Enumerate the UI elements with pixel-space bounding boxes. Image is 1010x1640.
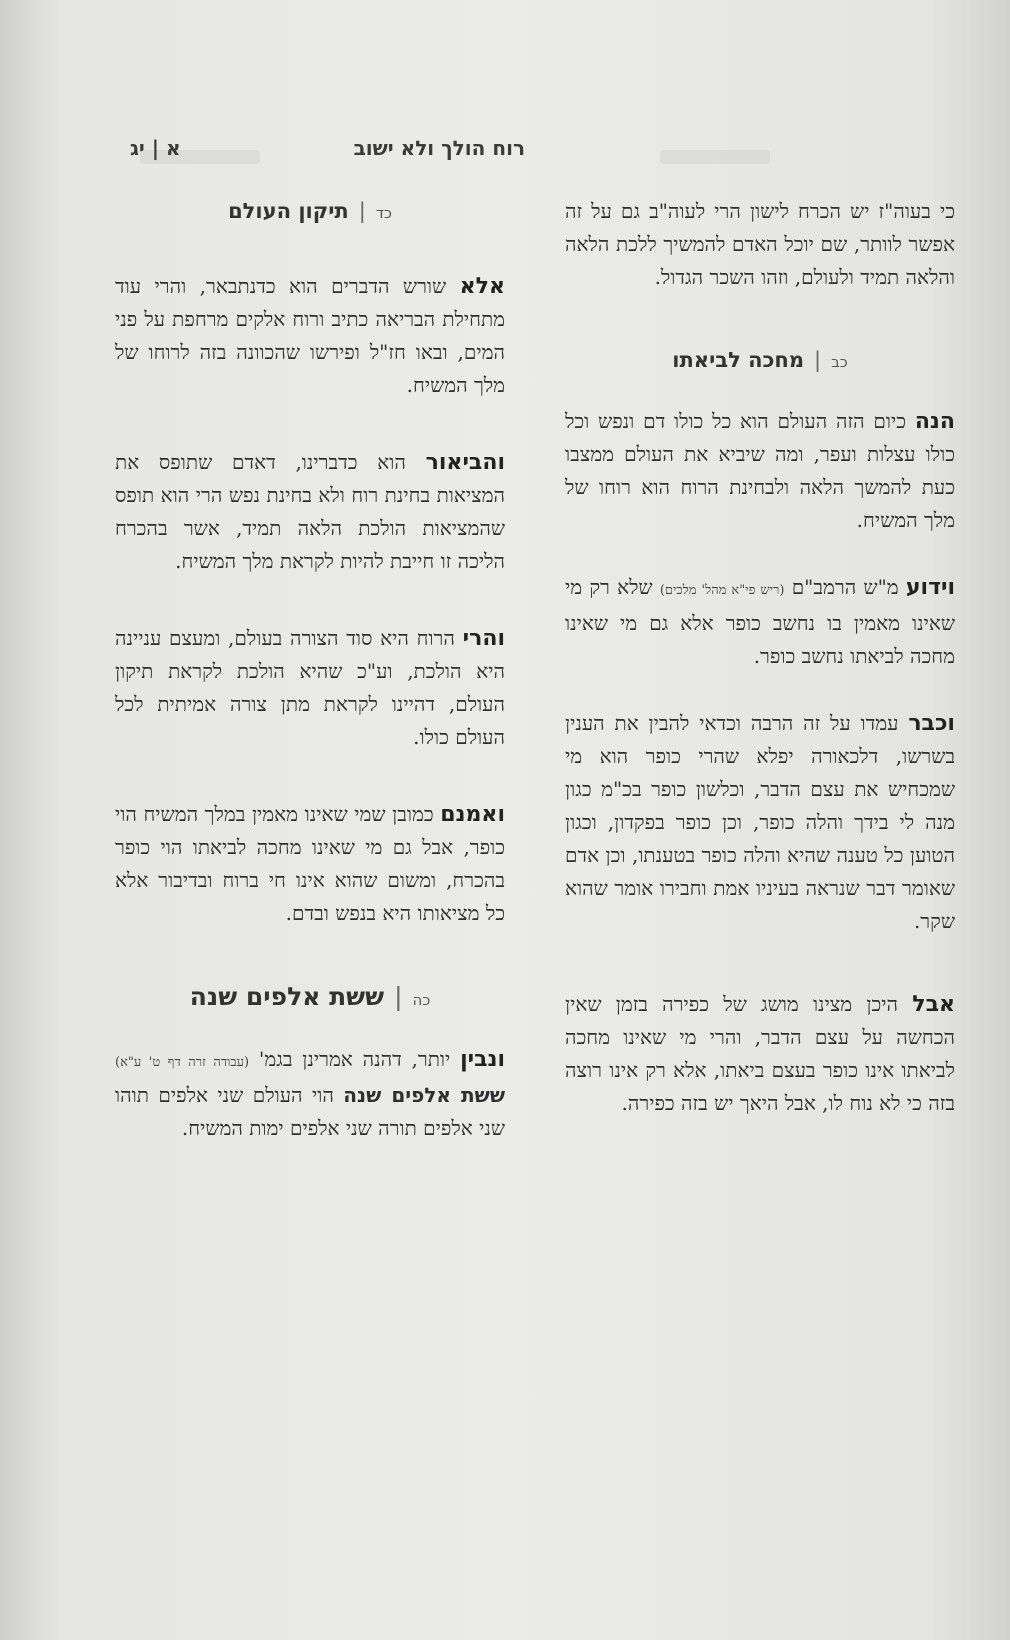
page-number: א | יג <box>130 136 181 160</box>
paragraph: הנה כיום הזה העולם הוא כל כולו דם ונפש וכל כולו עצלות ועפר, ומה שיביא את העולם ממצבו כעת להמשך הלאה ולבחינת הרוח הוא רוחו של מלך המשיח. <box>565 409 956 532</box>
paragraph: ונבין יותר, דהנה אמרינן בגמ' (עבודה זרה דף ט' ע"א) ששת אלפים שנה הוי העולם שני אלפים תוהו שני אלפים תורה שני אלפים ימות המשיח. <box>115 1047 506 1140</box>
paragraph: אבל היכן מצינו מושג של כפירה בזמן שאין הכחשה על עצם הדבר, והרי מי שאינו מחכה לביאתו אינו כופר בעצם ביאתו, אלא רק אינו רוצה בזה כי לא נוח לו, אבל היאך יש בזה כפירה. <box>565 992 956 1115</box>
right-column <box>565 195 955 1154</box>
paragraph: וכבר עמדו על זה הרבה וכדאי להבין את הענין בשרשו, דלכאורה יפלא שהרי כופר הוא מי שמכחיש את עצם הדבר, וכלשון כופר בכ"מ כגון מנה לי בידך והלה כופר, וכן כופר בפקדון, וכגון הטוען כל טענה שהיא והלה כופר בטענתו, וכן אדם שאומר דבר שנראה בעיניו אמת וחבירו אומר שהוא שקר. <box>565 711 955 933</box>
paragraph: והרי הרוח היא סוד הצורה בעולם, ומעצם עניינה היא הולכת, וע"כ שהיא הולכת לקראת תיקון העולם, דהיינו לקראת מתן צורה אמיתית לכל העולם כולו. <box>115 626 505 749</box>
section-heading: כה|ששת אלפים שנה <box>189 982 431 1011</box>
section-heading: כד|תיקון העולם <box>228 199 392 223</box>
paragraph: ואמנם כמובן שמי שאינו מאמין במלך המשיח הוי כופר, אבל גם מי שאינו מחכה לביאתו הוי כופר בהכרח, ומשום שהוא אינו חי ברוח ובדיבור אלא כל מציאותו היא בנפש ובדם. <box>115 802 505 925</box>
paragraph: אלא שורש הדברים הוא כדנתבאר, והרי עוד מתחילת הבריאה כתיב ורוח אלקים מרחפת על פני המים, ובאו חז"ל ופירשו שהכוונה בזה לרוחו של מלך המשיח. <box>115 274 505 397</box>
running-head <box>120 136 895 176</box>
paragraph: כי בעוה"ז יש הכרח לישון הרי לעוה"ב גם על זה אפשר לוותר, שם יוכל האדם להמשיך ללכת הלאה והלאה תמיד ולעולם, וזהו השכר הגדול. <box>565 199 955 289</box>
paragraph: וידוע מ"ש הרמב"ם (ריש פי"א מהל' מלכים) שלא רק מי שאינו מאמין בו נחשב כופר אלא גם מי שאינו מחכה לביאתו נחשב כופר. <box>565 575 956 668</box>
left-column <box>115 195 505 1179</box>
paragraph: והביאור הוא כדברינו, דאדם שתופס את המציאות בחינת רוח ולא בחינת נפש הרי הוא תופס שהמציאות הולכת הלאה תמיד, אשר בהכרח הליכה זו חייבת להיות לקראת מלך המשיח. <box>115 450 505 573</box>
running-title: רוח הולך ולא ישוב <box>353 136 525 160</box>
section-heading: כב|מחכה לביאתו <box>672 348 848 372</box>
